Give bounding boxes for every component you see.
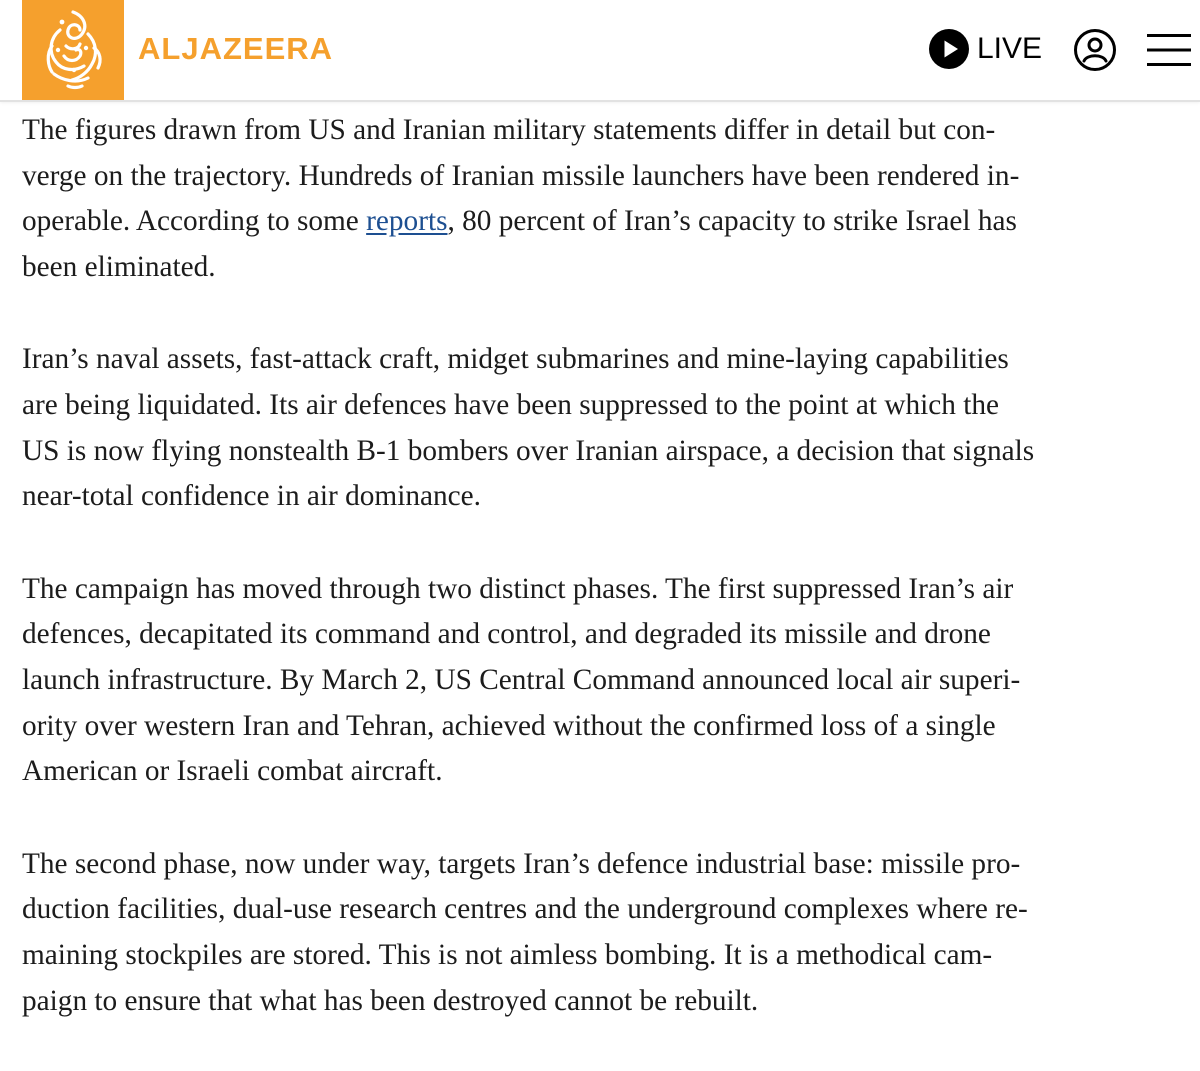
- aljazeera-logo-icon: [22, 0, 124, 100]
- text-line: ority over western Iran and Tehran, achieved without the confirmed loss of a single: [22, 709, 996, 742]
- text-line: The figures drawn from US and Iranian military statements differ in detail but con-: [22, 114, 996, 146]
- site-header: [0, 0, 1200, 102]
- text-line: American or Israeli combat aircraft.: [22, 755, 443, 788]
- article-body: [22, 108, 1182, 1071]
- text-line: near-total confidence in air dominance.: [22, 480, 481, 513]
- article-paragraph-1: [22, 108, 1182, 290]
- text-line: Iran’s naval assets, fast-attack craft, midget submarines and mine-laying capabilities: [22, 343, 1009, 376]
- text-line: The campaign has moved through two distinct phases. The first suppressed Iran’s air: [22, 572, 1014, 605]
- menu-button[interactable]: [1147, 33, 1191, 67]
- article-paragraph-2: [22, 337, 1182, 519]
- play-circle-icon: [929, 29, 969, 69]
- text-line: are being liquidated. Its air defences have been suppressed to the point at which the: [22, 388, 1000, 421]
- text-line: US is now flying nonstealth B-1 bombers over Iranian airspace, a decision that signals: [22, 434, 1035, 467]
- article-paragraph-4: [22, 842, 1182, 1024]
- text-line: maining stockpiles are stored. This is not aimless bombing. It is a methodical cam-: [22, 938, 993, 971]
- account-button[interactable]: [1073, 28, 1117, 72]
- text-line-with-link: [22, 199, 1182, 245]
- brand-wordmark[interactable]: ALJAZEERA: [138, 31, 334, 66]
- reports-link[interactable]: reports: [366, 205, 448, 238]
- text-line: been eliminated.: [22, 250, 216, 283]
- text-line: The second phase, now under way, targets Iran’s defence industrial base: missile pro-: [22, 847, 1021, 880]
- article-paragraph-3: [22, 567, 1182, 795]
- text-line: paign to ensure that what has been destroyed cannot be rebuilt.: [22, 984, 759, 1017]
- text-line: duction facilities, dual-use research centres and the underground complexes where re-: [22, 893, 1028, 926]
- user-account-icon: [1073, 28, 1117, 72]
- hamburger-menu-icon: [1147, 33, 1191, 67]
- text-line: defences, decapitated its command and control, and degraded its missile and drone: [22, 618, 991, 651]
- brand-logo-box[interactable]: [22, 0, 124, 100]
- live-label: LIVE: [977, 32, 1043, 65]
- text-line: verge on the trajectory. Hundreds of Iranian missile launchers have been rendered in-: [22, 159, 1020, 192]
- link-suffix-text: , 80 percent of Iran’s capacity to strike Israel has: [447, 205, 1017, 238]
- live-button[interactable]: [929, 28, 1042, 70]
- link-prefix-text: operable. According to some: [22, 205, 367, 238]
- text-line: launch infrastructure. By March 2, US Central Command announced local air superi-: [22, 663, 1021, 696]
